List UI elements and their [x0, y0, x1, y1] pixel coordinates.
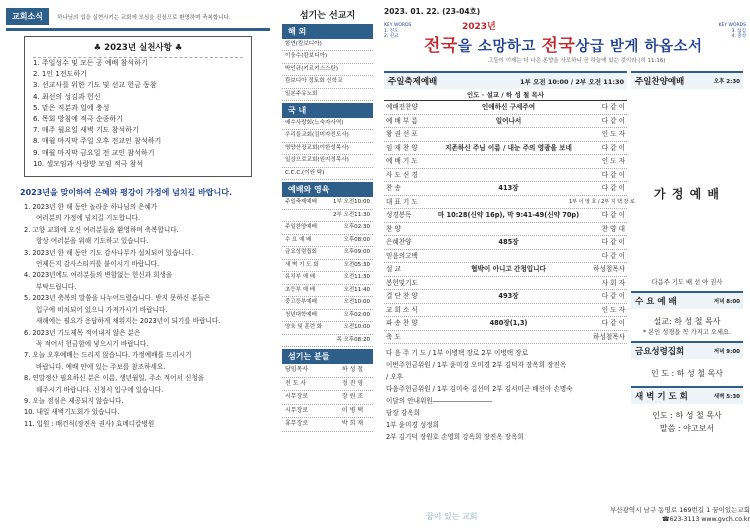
order-part: 봉헌및기도	[386, 278, 418, 287]
news-item	[24, 248, 262, 259]
order-content: 지존하신 주님 이름 / 내눈 주의 영광을 보네	[445, 143, 572, 152]
news-number: 9.	[24, 396, 33, 405]
order-part: 찬 송	[386, 184, 401, 192]
home-worship-label: 가 정 예 배	[654, 187, 720, 201]
officer-name: 장 원 조	[341, 393, 364, 401]
order-row	[384, 182, 627, 196]
officer-row	[282, 418, 373, 432]
officer-name: 박 희 재	[341, 420, 364, 428]
order-content: 일어나서	[495, 116, 522, 125]
welcome-note: 하나님의 섭을 실현시키는 교회에 오심을 진심으로 환영하며 축복합니다.	[57, 15, 231, 21]
service-name: 청년대학예배	[285, 311, 317, 318]
service-name: 주일축제예배	[285, 199, 317, 206]
order-content	[430, 304, 587, 317]
service-name	[282, 335, 327, 347]
officer-role: 전 도 사	[285, 379, 307, 387]
officer-row	[282, 405, 373, 419]
order-row	[384, 209, 627, 223]
news-continuation: 부탁드립니다.	[36, 282, 77, 291]
officer-role: 담임목사	[285, 366, 309, 374]
order-content	[430, 331, 587, 344]
officers-list	[282, 364, 373, 432]
order-content	[430, 277, 587, 290]
order-part: 사 도 신 경	[386, 170, 418, 179]
friday-title: 금요성령집회	[635, 347, 685, 357]
main-service	[384, 71, 635, 443]
order-leader: 다 같 이	[601, 251, 625, 260]
service-row	[282, 210, 373, 223]
news-number: 8.	[24, 374, 33, 383]
order-part: 예 배 기 도	[386, 157, 418, 165]
wednesday-title: 수 요 예 배	[635, 297, 677, 307]
news-continuation: 새해에는 필요가 응답하게 채워지는 2023년이 되기를 바랍니다.	[36, 317, 221, 326]
order-leader: 다 같 이	[601, 143, 625, 152]
order-part: 믿음의고백	[386, 251, 418, 260]
practice-item: 3. 선교사를 위한 기도 및 선교 헌금 동참	[33, 81, 157, 90]
role-line: 이번주헌금위원 / 1부 윤미경 오미경 2부 김덕자 장옥희 장진옥	[386, 361, 567, 369]
overseas-heading: 해 외	[282, 24, 373, 39]
friday-time: 저녁 9:00	[713, 349, 740, 355]
order-content: 인애하신 구세주여	[481, 103, 536, 111]
order-leader: 인 도 자	[601, 157, 625, 165]
order-part: 설 교	[386, 265, 401, 273]
friday-leader: 인 도 : 하 성 철 목사	[650, 369, 724, 378]
service-time: 오전10:00	[343, 299, 370, 306]
service-row	[282, 272, 373, 285]
officer-row	[282, 391, 373, 405]
order-part: 파 송 찬 양	[386, 319, 418, 327]
order-part: 결 단 찬 양	[386, 292, 418, 300]
practice-item: 6. 목회 방침에 적극 순종하기	[33, 115, 123, 124]
role-line: 2부 김기덕 장원호 손영희 강옥희 장진옥 장옥희	[386, 433, 524, 441]
service-time: 오후02:30	[343, 224, 370, 231]
service-row	[282, 285, 373, 298]
domestic-item: C.C.C.(이원 탁)	[282, 168, 373, 180]
role-line: 이달의 안내위원―――――――――	[386, 397, 493, 405]
order-part: 대 표 기 도	[386, 197, 418, 206]
news-text: 2023년 축복의 말씀을 나누어드렸습니다. 받지 못하신 분들은	[32, 294, 211, 303]
order-part: 성경봉독	[386, 211, 412, 219]
order-row	[384, 169, 627, 183]
dawn-title: 새 벽 기 도 회	[635, 392, 688, 402]
order-leader: 다 같 이	[601, 103, 625, 111]
service-time: 오전10:00	[343, 324, 370, 331]
news-text: 내일 새벽기도회가 있습니다.	[36, 408, 120, 417]
service-name: 초등부 예 배	[285, 286, 316, 293]
news-continuation: 언제든지 감사스티커를 붙이시기 바랍니다.	[36, 260, 160, 269]
order-part: 교 회 소 식	[386, 305, 418, 314]
service-row	[282, 247, 373, 260]
service-row	[282, 335, 373, 348]
order-leader: 다 같 이	[601, 319, 625, 327]
news-number: 6.	[24, 328, 33, 337]
practice-item: 2. 1인 1전도하기	[33, 70, 87, 79]
order-leader: 다 같 이	[601, 184, 625, 192]
service-time: 오전05:30	[343, 261, 370, 268]
officer-role: 시무장로	[285, 393, 309, 401]
domestic-heading: 국 내	[282, 103, 373, 118]
theme-verse: 그들이 이제는 더 나은 본향을 사모하니 곧 하늘에 있는 것이라 (히 11:16)	[488, 58, 666, 64]
order-content: 413장	[498, 184, 519, 192]
church-news-tag: 교회소식	[6, 8, 49, 25]
order-content	[430, 196, 569, 209]
order-part: 임 재 찬 양	[386, 143, 418, 152]
order-row	[384, 331, 627, 345]
news-item	[24, 350, 262, 361]
order-leader: 찬 양 대	[601, 224, 625, 233]
order-row	[384, 155, 627, 169]
main-service-time: 1부 오전 10:00 / 2부 오전 11:30	[519, 77, 624, 86]
news-text: 오늘 점심은 제공되지 않습니다.	[32, 396, 124, 405]
role-line: / 오후	[386, 373, 404, 381]
services-list	[282, 197, 373, 347]
news-continuation: 바랍니다. 예배 안에 있는 주보를 참조하세요.	[36, 362, 166, 371]
service-name: 새 벽 기 도 회	[285, 261, 319, 268]
officer-name: 정 진 영	[341, 379, 364, 387]
news-number: 3.	[24, 248, 33, 257]
practice-item: 10. 셀모임과 사랑방 모임 적극 참석	[33, 159, 144, 168]
order-content: 493장	[498, 292, 519, 300]
officer-name: 이 병 택	[341, 406, 364, 414]
slogan-banner	[384, 19, 746, 71]
officer-name: 하 성 철	[341, 366, 364, 374]
church-contact: ☎623-3113 www.gvch.co.kr	[661, 516, 750, 523]
order-row	[384, 196, 635, 210]
wednesday-time: 저녁 8:00	[713, 299, 740, 305]
news-number: 7.	[24, 351, 33, 360]
praise-service-time: 오후 2:30	[713, 79, 740, 85]
service-row	[282, 260, 373, 273]
news-continuation: 입구에 비치되어 있으니 가져가시기 바랍니다.	[36, 305, 168, 314]
news-item	[24, 419, 262, 430]
news-item	[24, 270, 262, 281]
news-continuation: 꼭 적어서 헌금함에 넣으시기 바랍니다.	[36, 339, 149, 348]
service-time: 목 오후08:20	[336, 336, 370, 343]
service-name: 중고등부예배	[285, 299, 317, 306]
church-footer	[470, 506, 750, 524]
news-text: 연말정산 필요하신 분은 이름, 생년월일, 주소 적어서 신청을	[32, 374, 205, 383]
order-row	[384, 142, 627, 156]
service-name: 유치부 예 배	[285, 274, 316, 281]
order-content	[430, 223, 587, 236]
dawn-word: 말씀 : 야고보서	[659, 424, 715, 433]
order-row	[384, 236, 627, 250]
service-row	[282, 197, 373, 210]
order-content: 협박이 아니고 간청입니다	[471, 265, 546, 273]
order-leader: 다 같 이	[601, 292, 625, 300]
practice-item: 1. 주일성수 및 모든 공 예배 참석하기	[33, 59, 148, 67]
wednesday-preacher: 설교: 하 성 철 목사	[653, 317, 721, 326]
domestic-item: 일상으로교회(원지정목사)	[282, 155, 373, 167]
news-text: 2023년 한 해 동안 놀라운 하나님의 은혜가	[32, 203, 158, 212]
domestic-item: 영양산장교회(이한성목사)	[282, 143, 373, 155]
service-name	[282, 210, 327, 222]
role-line: 1부 윤미경 성정희	[386, 421, 439, 429]
service-row	[282, 322, 373, 335]
service-time: 2부 오전11:30	[332, 211, 370, 218]
mission-title: 섬기는 선교지	[299, 11, 356, 21]
news-text: 고향 교회에 오신 여러분들을 환영하며 축복합니다.	[32, 225, 179, 234]
order-leader: 다 같 이	[601, 238, 625, 246]
officer-role: 시무장로	[285, 406, 309, 414]
order-row	[384, 250, 627, 264]
service-name: 양육 및 훈련 화	[285, 324, 323, 331]
service-row	[282, 310, 373, 323]
news-number: 5.	[24, 294, 33, 303]
order-of-service	[384, 101, 635, 344]
next-prayer: 다음주 기도 배 선 아 권사	[651, 279, 723, 286]
order-row	[384, 101, 627, 115]
slogan: 전국을 소망하고 전국상급 받게 하옵소서	[424, 36, 703, 56]
service-time: 오전11:30	[343, 274, 370, 281]
service-roles	[384, 347, 627, 443]
mission-panel	[280, 0, 375, 530]
officer-row	[282, 364, 373, 378]
order-content	[430, 155, 587, 168]
practice-item: 8. 매월 마지막 주일 오후 전교인 참석하기	[33, 137, 162, 146]
news-text: 2023년에도 여러분들의 변함없는 헌신과 희생을	[32, 271, 173, 280]
overseas-item: 이웅수(캄보디아)	[282, 51, 373, 63]
main-service-title: 주일축제예배	[388, 77, 438, 87]
order-row	[384, 263, 627, 277]
order-row	[384, 115, 627, 129]
order-part: 찬 양	[386, 224, 401, 233]
news-item	[24, 225, 262, 236]
order-part: 왕 권 선 포	[386, 130, 418, 138]
order-part: 예 배 부 름	[386, 116, 418, 125]
order-content	[430, 128, 587, 141]
officer-role: 휴무장로	[285, 420, 309, 428]
officer-row	[282, 378, 373, 392]
order-row	[384, 128, 627, 142]
news-item	[24, 373, 262, 384]
overseas-item: 함연(캄보디아)	[282, 39, 373, 51]
role-line: 다음주헌금위원 / 1부 김미숙 김선미 2부 김서미곤 배선아 손명숙	[386, 385, 573, 393]
order-leader: 인 도 자	[601, 130, 625, 138]
order-leader: 다 같 이	[601, 170, 625, 179]
order-leader: 1부 이 영 호 / 2부 지 택 장 로	[569, 198, 635, 205]
other-services	[631, 71, 743, 443]
news-item	[24, 202, 262, 213]
wednesday-note: * 본인 성경을 꼭 가지고 오세요.	[642, 329, 732, 336]
practice-title: ♣ 2023년 실천사항 ♣	[93, 43, 183, 53]
divider	[6, 28, 270, 31]
order-content	[430, 250, 587, 263]
order-row	[384, 277, 627, 291]
news-continuation: 해주시기 바랍니다. 신청서 입구에 있습니다.	[36, 385, 164, 394]
service-name: 수 요 예 배	[285, 236, 312, 243]
service-name: 금요성령집회	[285, 249, 317, 256]
news-number: 4.	[24, 271, 33, 280]
blessing-headline: 2023년을 맞이하여 은혜와 평강이 가정에 넘치길 바랍니다.	[20, 188, 233, 198]
order-leader: 인 도 자	[601, 305, 625, 314]
overseas-list	[282, 39, 373, 101]
domestic-list	[282, 118, 373, 180]
order-leader: 하성철목사	[593, 265, 625, 273]
order-content: 마 10:28(신약 16p), 막 9:41-49(신약 70p)	[437, 211, 580, 219]
order-content	[430, 169, 587, 182]
service-row	[282, 235, 373, 248]
news-text: 2023년 기도제목 적어내지 않은 분은	[32, 328, 141, 337]
news-number: 2.	[24, 225, 33, 234]
order-row	[384, 317, 627, 331]
practice-list	[33, 58, 243, 170]
officers-heading: 섬기는 분들	[282, 349, 373, 364]
order-leader: 다 같 이	[601, 211, 625, 219]
domestic-item: 예수사랑회(노숙자사역)	[282, 118, 373, 130]
services-heading: 예배와 영육	[282, 182, 373, 197]
news-text: 입원 : 배건식(장진옥 권사) 효메디칼병원	[36, 419, 155, 428]
order-part: 은혜찬양	[386, 238, 412, 246]
bulletin-date: 2023. 01. 22. (23-04호)	[384, 7, 481, 16]
service-row	[282, 297, 373, 310]
practice-item: 7. 매주 월요일 새벽 기도 참석하기	[33, 126, 139, 135]
order-row	[384, 290, 627, 304]
keywords-left: KEY WORDS 1. 전도 2. 친교	[384, 23, 412, 39]
order-leader: 사 회 자	[601, 278, 625, 287]
order-content: 485장	[498, 238, 519, 246]
news-item	[24, 293, 262, 304]
news-number: 11.	[24, 419, 37, 428]
news-number: 10.	[24, 408, 37, 417]
practice-item: 5. 맡은 직분과 일에 충성	[33, 103, 110, 112]
church-logo: 꿈이 있는 교회	[426, 512, 478, 521]
news-item	[24, 328, 262, 339]
order-content: 480장(1,3)	[489, 319, 528, 327]
service-time: 오후02:00	[343, 311, 370, 318]
order-row	[384, 223, 627, 237]
news-text: 오늘 오후예배는 드리지 않습니다. 가정예배를 드리시기	[32, 351, 192, 360]
domestic-item: 우리들교회(김미자전도사)	[282, 130, 373, 142]
main-service-leader: 인도 · 설교 / 하 성 철 목사	[384, 89, 627, 101]
keywords-right: KEY WORDS 3. 섬김 4. 충성	[718, 23, 746, 39]
practice-box	[24, 36, 252, 177]
news-item	[24, 407, 262, 418]
service-time: 오전11:40	[343, 286, 370, 293]
service-time: 1부 오전10:00	[332, 199, 370, 206]
overseas-item: 박인규(키르키스스탄)	[282, 64, 373, 76]
service-time: 오후08:00	[343, 236, 370, 243]
news-text: 2023년 한 해 동안 기도 감사나무가 설치되어 있습니다.	[32, 248, 194, 257]
church-address: 부산광역시 남구 동명로 169번길 1 꿈이있는교회	[610, 506, 750, 514]
order-leader: 하성철목사	[593, 332, 625, 341]
service-time: 오후09:00	[343, 249, 370, 256]
news-continuation: 여러분의 가정에 넘치길 기도합니다.	[36, 214, 140, 223]
praise-service-title: 주일찬양예배	[635, 77, 685, 87]
order-part: 예배전찬양	[386, 103, 418, 111]
service-name: 주일찬양예배	[285, 224, 317, 231]
role-line: 다 음 주 기 도 / 1부 이병택 장로 2부 이병택 장로	[386, 349, 528, 357]
practice-item: 9. 매월 마지막 금요일 전 교인 참석하기	[33, 148, 155, 157]
order-row	[384, 304, 627, 318]
overseas-item: 캄보디아 정토회 신학교	[282, 76, 373, 88]
year-label: 2023년	[462, 22, 496, 32]
dawn-time: 새벽 5:30	[713, 394, 740, 400]
worship-panel	[380, 0, 750, 530]
news-number: 1.	[24, 203, 33, 212]
role-line: 담장 강옥희	[386, 409, 420, 417]
news-list	[6, 202, 270, 430]
church-news-panel	[0, 0, 276, 530]
news-continuation: 항상 여러분을 위해 기도하고 있습니다.	[36, 237, 149, 246]
overseas-item: 일본주유노회	[282, 89, 373, 101]
dawn-leader: 인도 : 하 성 철 목사	[652, 411, 722, 420]
practice-item: 4. 최선의 성김과 헌신	[33, 92, 101, 101]
order-part: 축 도	[386, 332, 401, 341]
service-row	[282, 222, 373, 235]
order-leader: 다 같 이	[601, 116, 625, 125]
news-item	[24, 396, 262, 407]
